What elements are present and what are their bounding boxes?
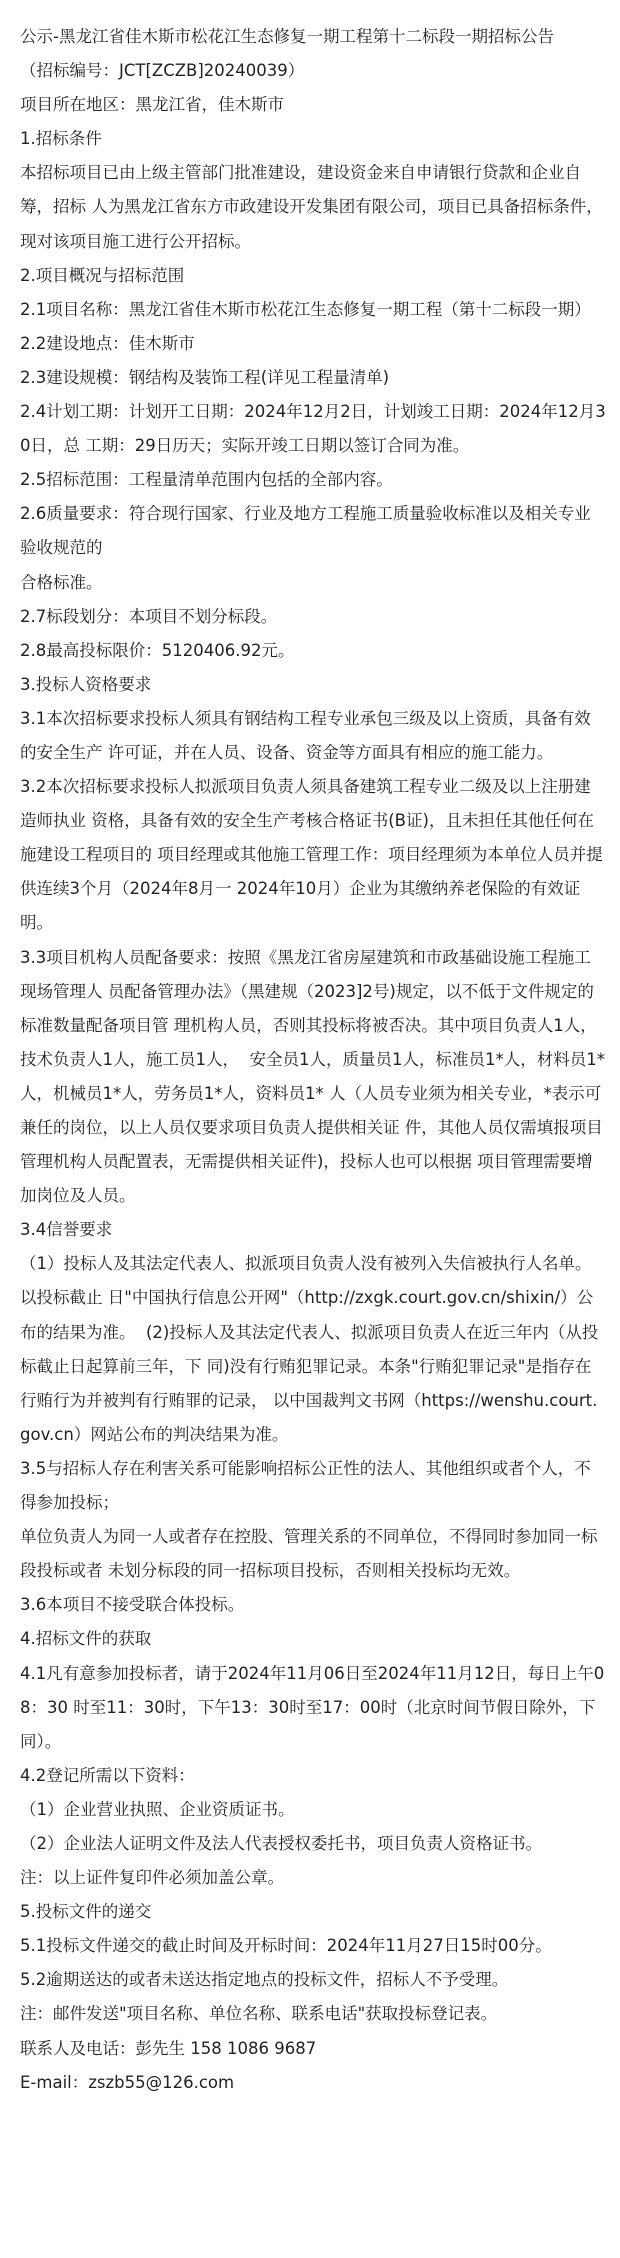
document-paragraph: 3.投标人资格要求 (20, 674, 152, 694)
document-paragraph: 合格标准。 (20, 572, 103, 592)
document-paragraph: 3.6本项目不接受联合体投标。 (20, 1595, 245, 1615)
document-paragraph: 2.6质量要求：符合现行国家、行业及地方工程施工质量验收标准以及相关专业验收规范的 (20, 504, 591, 558)
document-paragraph: 3.2本次招标要求投标人拟派项目负责人须具备建筑工程专业二级及以上注册建造师执业 资格，具备有效的安全生产考核合格证书(B证)，且未担任其他任何在施建设工程项目的 项目经理或其他施工管理工作：项目经理须为本单位人员并提供连续3个月（2024年8月一 2024年10月）企业为其缴纳养老保险的有效证明。 (20, 777, 603, 933)
document-paragraph: （招标编号：JCT[ZCZB]20240039） (20, 61, 305, 81)
document-paragraph: 3.1本次招标要求投标人须具有钢结构工程专业承包三级及以上资质，具备有效的安全生产 许可证，并在人员、设备、资金等方面具有相应的施工能力。 (20, 708, 591, 762)
document-paragraph: 注：以上证件复印件必须加盖公章。 (20, 1868, 284, 1888)
document-paragraph: 4.2登记所需以下资料： (20, 1765, 195, 1785)
document-paragraph: 2.项目概况与招标范围 (20, 265, 185, 285)
document-paragraph: 2.1项目名称：黑龙江省佳木斯市松花江生态修复一期工程（第十二标段一期） (20, 299, 591, 319)
document-paragraph: 2.2建设地点：佳木斯市 (20, 333, 195, 353)
document-paragraph: 5.2逾期送达的或者未送达指定地点的投标文件，招标人不予受理。 (20, 1970, 509, 1990)
document-paragraph: 5.投标文件的递交 (20, 1902, 152, 1922)
document-paragraph: 4.1凡有意参加投标者，请于2024年11月06日至2024年11月12日，每日上午08：30 时至11：30时，下午13：30时至17：00时（北京时间节假日除外，下同）。 (20, 1663, 605, 1751)
document-paragraph: 联系人及电话：彭先生 158 1086 9687 (20, 2038, 317, 2058)
document-paragraph: 注：邮件发送"项目名称、单位名称、联系电话"获取投标登记表。 (20, 2004, 498, 2024)
document-paragraph: 2.3建设规模：钢结构及装饰工程(详见工程量清单) (20, 367, 390, 387)
document-paragraph: （2）企业法人证明文件及法人代表授权委托书，项目负责人资格证书。 (20, 1833, 542, 1853)
document-paragraph: 单位负责人为同一人或者存在控股、管理关系的不同单位，不得同时参加同一标段投标或者 未划分标段的同一招标项目投标，否则相关投标均无效。 (20, 1527, 598, 1581)
document-paragraph: 3.5与招标人存在利害关系可能影响招标公正性的法人、其他组织或者个人，不得参加投标； (20, 1458, 591, 1513)
document-paragraph: 2.7标段划分：本项目不划分标段。 (20, 606, 278, 626)
document-body (20, 54, 606, 2100)
document-paragraph: E-mail：zszb55@126.com (20, 2072, 235, 2092)
document-paragraph: 2.5招标范围：工程量清单范围内包括的全部内容。 (20, 470, 393, 490)
document-paragraph: 项目所在地区：黑龙江省，佳木斯市 (20, 95, 284, 115)
document-paragraph: 1.招标条件 (20, 129, 102, 149)
document-paragraph: 3.4信誉要求 (20, 1220, 113, 1240)
document-paragraph: 3.3项目机构人员配备要求：按照《黑龙江省房屋建筑和市政基础设施工程施工现场管理人 员配备管理办法》（黑建规（2023]2号)规定，以不低于文件规定的标准数量配备项目管 理机构人员，否则其投标将被否决。其中项目负责人1人，技术负责人1人，施工员1人， 安全员1人，质量员1人，标准员1*人，材料员1*人，机械员1*人，劳务员1*人，资料员1* 人（人员专业须为相关专业，*表示可兼任的岗位，以上人员仅要求项目负责人提供相关证 件，其他人员仅需填报项目管理机构人员配置表，无需提供相关证件)，投标人也可以根据 项目管理需要增加岗位及人员。 (20, 947, 605, 1206)
document-paragraph: 本招标项目已由上级主管部门批准建设，建设资金来自申请银行贷款和企业自筹，招标 人为黑龙江省东方市政建设开发集团有限公司，项目已具备招标条件，现对该项目施工进行公开招标。 (20, 163, 603, 251)
document-paragraph: 2.8最高投标限价：5120406.92元。 (20, 640, 295, 660)
document-title: 公示-黑龙江省佳木斯市松花江生态修复一期工程第十二标段一期招标公告 (20, 27, 554, 46)
document-paragraph: 4.招标文件的获取 (20, 1629, 152, 1649)
document-paragraph: （1）企业营业执照、企业资质证书。 (20, 1799, 295, 1819)
document-paragraph: 2.4计划工期：计划开工日期：2024年12月2日，计划竣工日期：2024年12月30日，总 工期：29日历天；实际开竣工日期以签订合同为准。 (20, 402, 606, 456)
document-paragraph: （1）投标人及其法定代表人、拟派项目负责人没有被列入失信被执行人名单。以投标截止 日"中国执行信息公开网"（http://zxgk.court.gov.cn/shixin/）公布的结果为准。 (2)投标人及其法定代表人、拟派项目负责人在近三年内（从投标截止日起算前三年，下 同)没有行贿犯罪记录。本条"行贿犯罪记录"是指存在行贿行为并被判有行贿罪的记录， 以中国裁判文书网（https://wenshu.court.gov.cn）网站公布的判决结果为准。 (20, 1254, 599, 1444)
document-paragraph: 5.1投标文件递交的截止时间及开标时间：2024年11月27日15时00分。 (20, 1936, 552, 1956)
